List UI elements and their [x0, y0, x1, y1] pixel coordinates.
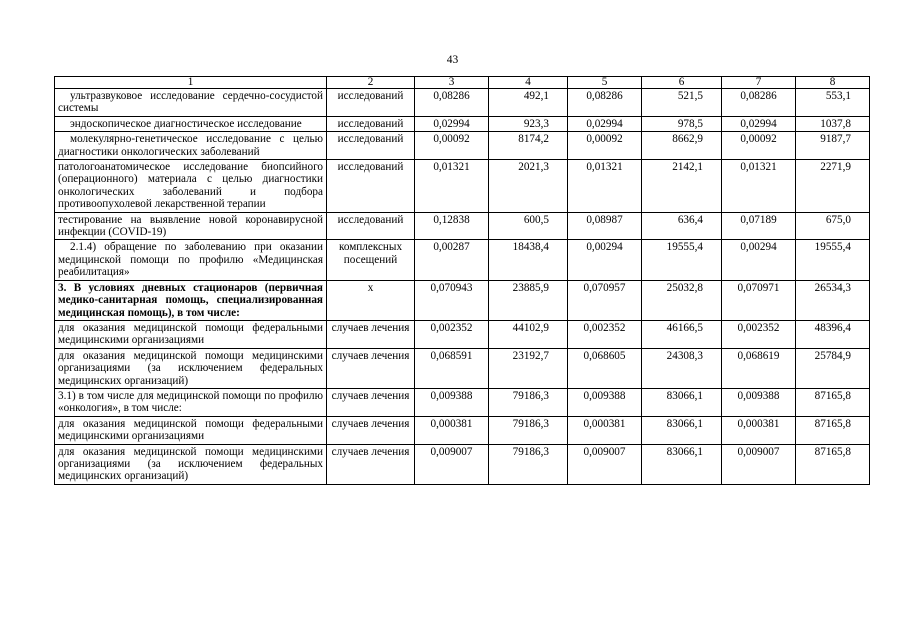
cell-value: 0,01321 [415, 160, 489, 213]
cell-value: 521,5 [642, 89, 722, 117]
cell-value: 19555,4 [796, 240, 870, 280]
cell-value: 24308,3 [642, 348, 722, 388]
cell-value: 0,068619 [722, 348, 796, 388]
cell-value: 0,009007 [568, 444, 642, 484]
cell-value: 0,00092 [568, 132, 642, 160]
cell-value: 0,08286 [568, 89, 642, 117]
row-name: 3.1) в том числе для медицинской помощи по профилю «онкология», в том числе: [55, 388, 327, 416]
row-name: 3. В условиях дневных стационаров (первичная медико-санитарная помощь, специализированная медицинская помощь), в том числе: [55, 280, 327, 320]
row-unit: исследований [327, 212, 415, 240]
column-header: 2 [327, 77, 415, 89]
row-name: для оказания медицинской помощи федеральными медицинскими организациями [55, 416, 327, 444]
cell-value: 675,0 [796, 212, 870, 240]
cell-value: 19555,4 [642, 240, 722, 280]
cell-value: 87165,8 [796, 388, 870, 416]
cell-value: 2271,9 [796, 160, 870, 213]
row-unit: комплексных посещений [327, 240, 415, 280]
row-unit: случаев лечения [327, 444, 415, 484]
cell-value: 0,070943 [415, 280, 489, 320]
cell-value: 26534,3 [796, 280, 870, 320]
cell-value: 0,00294 [722, 240, 796, 280]
row-unit: случаев лечения [327, 416, 415, 444]
cell-value: 0,002352 [722, 320, 796, 348]
cell-value: 44102,9 [489, 320, 568, 348]
table-row [55, 388, 870, 416]
cell-value: 1037,8 [796, 116, 870, 131]
row-name: молекулярно-генетическое исследование с целью диагностики онкологических заболеваний [55, 132, 327, 160]
cell-value: 0,00092 [722, 132, 796, 160]
cell-value: 23885,9 [489, 280, 568, 320]
cell-value: 0,000381 [568, 416, 642, 444]
cell-value: 18438,4 [489, 240, 568, 280]
row-unit: х [327, 280, 415, 320]
cell-value: 600,5 [489, 212, 568, 240]
row-name: эндоскопическое диагностическое исследование [55, 116, 327, 131]
cell-value: 0,009388 [568, 388, 642, 416]
cell-value: 0,12838 [415, 212, 489, 240]
cell-value: 0,070971 [722, 280, 796, 320]
cell-value: 923,3 [489, 116, 568, 131]
cell-value: 83066,1 [642, 416, 722, 444]
cell-value: 0,00092 [415, 132, 489, 160]
row-name: для оказания медицинской помощи федеральными медицинскими организациями [55, 320, 327, 348]
table-row [55, 320, 870, 348]
cell-value: 0,002352 [568, 320, 642, 348]
cell-value: 0,08987 [568, 212, 642, 240]
cell-value: 0,02994 [568, 116, 642, 131]
column-header: 4 [489, 77, 568, 89]
row-unit: исследований [327, 116, 415, 131]
cell-value: 978,5 [642, 116, 722, 131]
cell-value: 79186,3 [489, 416, 568, 444]
table-row [55, 348, 870, 388]
row-unit: случаев лечения [327, 388, 415, 416]
cell-value: 25032,8 [642, 280, 722, 320]
row-unit: исследований [327, 89, 415, 117]
cell-value: 79186,3 [489, 388, 568, 416]
cell-value: 0,02994 [415, 116, 489, 131]
cell-value: 79186,3 [489, 444, 568, 484]
row-unit: случаев лечения [327, 348, 415, 388]
cell-value: 553,1 [796, 89, 870, 117]
column-header: 7 [722, 77, 796, 89]
table-row [55, 444, 870, 484]
cell-value: 0,070957 [568, 280, 642, 320]
page-number: 43 [446, 54, 459, 66]
table-row [55, 132, 870, 160]
cell-value: 0,07189 [722, 212, 796, 240]
table-row [55, 240, 870, 280]
row-unit: исследований [327, 160, 415, 213]
table-row [55, 116, 870, 131]
cell-value: 0,00287 [415, 240, 489, 280]
row-name: патологоанатомическое исследование биопсийного (операционного) материала с целью диагностики онкологических заболеваний и подбора противоопухолевой лекарственной терапии [55, 160, 327, 213]
row-unit: случаев лечения [327, 320, 415, 348]
column-header: 8 [796, 77, 870, 89]
cell-value: 8174,2 [489, 132, 568, 160]
table-row [55, 280, 870, 320]
cell-value: 0,009007 [415, 444, 489, 484]
cell-value: 0,009007 [722, 444, 796, 484]
cell-value: 48396,4 [796, 320, 870, 348]
cell-value: 0,01321 [722, 160, 796, 213]
row-name: для оказания медицинской помощи медицинскими организациями (за исключением федеральных медицинских организаций) [55, 444, 327, 484]
column-number-row [55, 77, 870, 89]
column-header: 3 [415, 77, 489, 89]
cell-value: 636,4 [642, 212, 722, 240]
table-row [55, 212, 870, 240]
cell-value: 0,009388 [415, 388, 489, 416]
cell-value: 492,1 [489, 89, 568, 117]
column-header: 5 [568, 77, 642, 89]
cell-value: 0,068605 [568, 348, 642, 388]
cell-value: 0,000381 [722, 416, 796, 444]
table-row [55, 416, 870, 444]
cell-value: 8662,9 [642, 132, 722, 160]
cell-value: 0,068591 [415, 348, 489, 388]
cell-value: 2142,1 [642, 160, 722, 213]
cell-value: 87165,8 [796, 416, 870, 444]
cell-value: 83066,1 [642, 388, 722, 416]
tariff-table [54, 76, 870, 485]
row-unit: исследований [327, 132, 415, 160]
row-name: для оказания медицинской помощи медицинскими организациями (за исключением федеральных медицинских организаций) [55, 348, 327, 388]
cell-value: 0,002352 [415, 320, 489, 348]
cell-value: 0,00294 [568, 240, 642, 280]
table-row [55, 160, 870, 213]
cell-value: 87165,8 [796, 444, 870, 484]
cell-value: 0,000381 [415, 416, 489, 444]
cell-value: 2021,3 [489, 160, 568, 213]
column-header: 1 [55, 77, 327, 89]
cell-value: 0,02994 [722, 116, 796, 131]
cell-value: 23192,7 [489, 348, 568, 388]
cell-value: 46166,5 [642, 320, 722, 348]
cell-value: 0,009388 [722, 388, 796, 416]
row-name: ультразвуковое исследование сердечно-сосудистой системы [55, 89, 327, 117]
column-header: 6 [642, 77, 722, 89]
cell-value: 0,08286 [722, 89, 796, 117]
cell-value: 9187,7 [796, 132, 870, 160]
cell-value: 83066,1 [642, 444, 722, 484]
cell-value: 0,08286 [415, 89, 489, 117]
cell-value: 25784,9 [796, 348, 870, 388]
table-row [55, 89, 870, 117]
row-name: тестирование на выявление новой коронавирусной инфекции (COVID-19) [55, 212, 327, 240]
row-name: 2.1.4) обращение по заболеванию при оказании медицинской помощи по профилю «Медицинская реабилитация» [55, 240, 327, 280]
cell-value: 0,01321 [568, 160, 642, 213]
